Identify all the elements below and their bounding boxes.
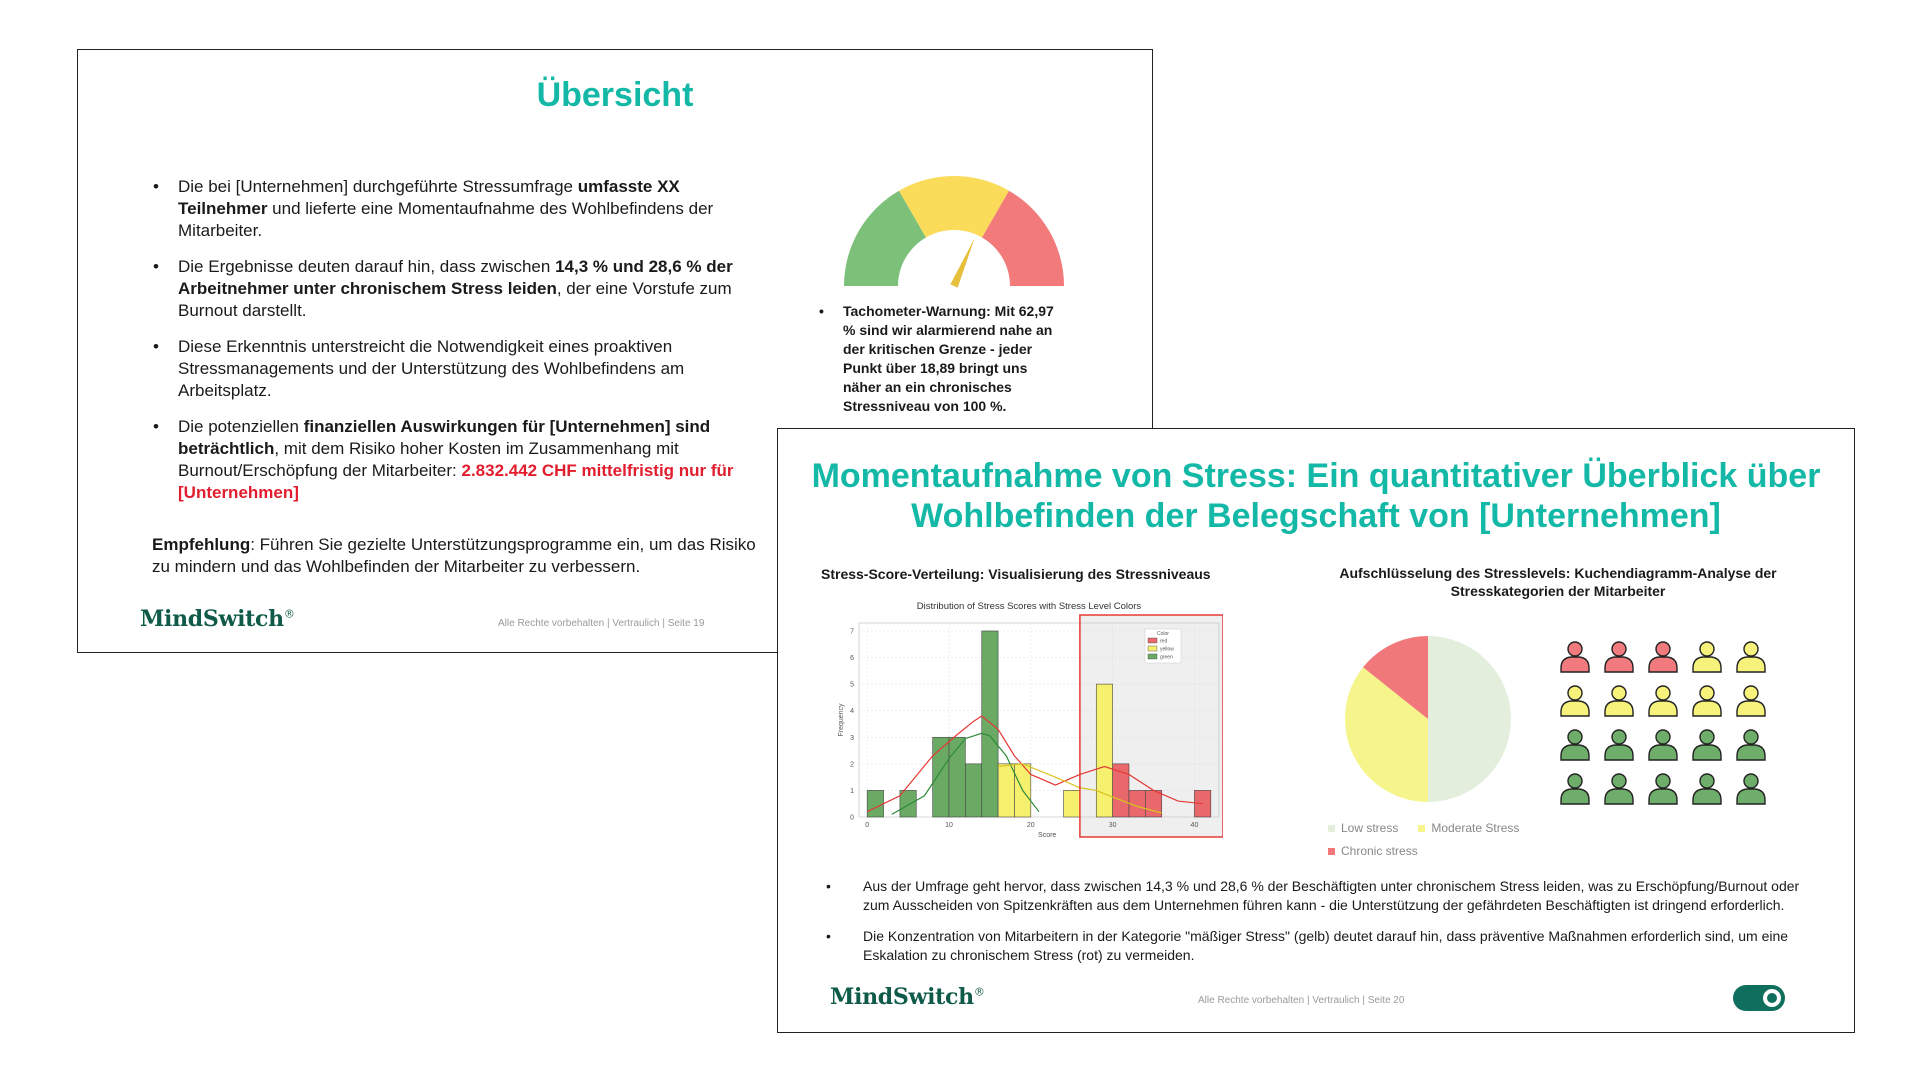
recommendation bbox=[152, 534, 762, 578]
y-tick-label: 1 bbox=[850, 787, 854, 795]
y-tick-label: 5 bbox=[850, 681, 854, 689]
pie-legend-item bbox=[1328, 817, 1398, 840]
person-body bbox=[1649, 789, 1677, 804]
bullet-run: Die potenziellen bbox=[178, 417, 304, 436]
person-icon bbox=[1561, 686, 1589, 716]
bullet-run: , der eine Vorstufe zum Burnout darstellt. bbox=[178, 279, 732, 320]
person-icon bbox=[1693, 686, 1721, 716]
legend-title: Color bbox=[1157, 631, 1169, 637]
y-tick-label: 2 bbox=[850, 761, 854, 769]
person-head bbox=[1612, 686, 1626, 700]
stress-pie-chart bbox=[1338, 629, 1518, 809]
slide-stress-snapshot bbox=[777, 428, 1855, 1033]
person-icon bbox=[1649, 774, 1677, 804]
person-icon bbox=[1561, 774, 1589, 804]
recommendation-label: Empfehlung bbox=[152, 535, 251, 554]
histogram-bar bbox=[867, 790, 883, 817]
overview-bullet bbox=[152, 336, 762, 402]
person-icon bbox=[1561, 730, 1589, 760]
y-tick-label: 0 bbox=[850, 814, 854, 822]
person-body bbox=[1605, 745, 1633, 760]
stress-gauge bbox=[838, 174, 1070, 292]
gauge-needle bbox=[950, 238, 974, 287]
person-icon bbox=[1649, 686, 1677, 716]
person-head bbox=[1656, 730, 1670, 744]
histogram-bar bbox=[1194, 790, 1210, 817]
person-icon bbox=[1605, 642, 1633, 672]
legend-label: Moderate Stress bbox=[1431, 821, 1520, 835]
mindswitch-logo bbox=[140, 606, 295, 632]
gauge-warning-text: • Tachometer-Warnung: Mit 62,97 % sind wir alarmierend nahe an der kritischen Grenze - jeder Punkt über 18,89 bringt uns näher an ein chronisches Stressniveau von 100 %. bbox=[818, 302, 1068, 416]
person-body bbox=[1561, 701, 1589, 716]
person-icon bbox=[1561, 642, 1589, 672]
x-tick-label: 30 bbox=[1108, 822, 1117, 829]
person-head bbox=[1656, 774, 1670, 788]
bullet-run: umfasste XX Teilnehmer bbox=[178, 177, 680, 218]
person-body bbox=[1649, 657, 1677, 672]
footer: Alle Rechte vorbehalten | Vertraulich | Seite 19 bbox=[498, 618, 705, 629]
x-tick-label: 10 bbox=[945, 822, 953, 829]
y-tick-label: 6 bbox=[850, 655, 854, 663]
histogram-bar bbox=[965, 764, 981, 817]
person-icon bbox=[1605, 686, 1633, 716]
findings-body bbox=[825, 877, 1805, 977]
overview-bullet bbox=[152, 176, 762, 242]
person-body bbox=[1561, 657, 1589, 672]
slide-title: Übersicht bbox=[536, 76, 694, 114]
person-body bbox=[1605, 789, 1633, 804]
person-head bbox=[1744, 730, 1758, 744]
person-head bbox=[1744, 642, 1758, 656]
person-body bbox=[1737, 657, 1765, 672]
pie-legend-item bbox=[1418, 817, 1519, 840]
person-icon bbox=[1737, 774, 1765, 804]
footer: Alle Rechte vorbehalten | Vertraulich | Seite 20 bbox=[1198, 995, 1405, 1006]
person-head bbox=[1656, 642, 1670, 656]
histogram-bar bbox=[1064, 790, 1080, 817]
logo-text: MindSwitch bbox=[140, 606, 284, 632]
person-icon bbox=[1649, 642, 1677, 672]
histogram-title: Stress-Score-Verteilung: Visualisierung des Stressniveaus bbox=[821, 566, 1211, 582]
person-icon bbox=[1693, 774, 1721, 804]
person-head bbox=[1568, 642, 1582, 656]
overview-body bbox=[152, 176, 762, 578]
person-body bbox=[1561, 789, 1589, 804]
person-body bbox=[1693, 701, 1721, 716]
bullet-list bbox=[152, 176, 762, 504]
histogram-bar bbox=[1096, 684, 1112, 817]
histogram-bar bbox=[982, 631, 998, 817]
legend-swatch bbox=[1418, 825, 1425, 832]
toggle-switch[interactable] bbox=[1733, 985, 1785, 1011]
person-body bbox=[1693, 745, 1721, 760]
bullet-run: , mit dem Risiko hoher Kosten im Zusammenhang mit Burnout/Erschöpfung der Mitarbeiter: bbox=[178, 439, 679, 480]
person-head bbox=[1656, 686, 1670, 700]
logo-text: MindSwitch bbox=[830, 984, 974, 1010]
pie-slice bbox=[1428, 636, 1511, 802]
x-tick-label: 20 bbox=[1026, 822, 1035, 829]
bullet-run: 14,3 % und 28,6 % der Arbeitnehmer unter chronischem Stress leiden bbox=[178, 257, 733, 298]
person-head bbox=[1612, 642, 1626, 656]
logo-mark: ® bbox=[283, 607, 295, 621]
person-icon bbox=[1737, 730, 1765, 760]
legend-label: red bbox=[1160, 638, 1168, 645]
person-body bbox=[1737, 789, 1765, 804]
person-icon bbox=[1693, 730, 1721, 760]
finding-bullet: • Aus der Umfrage geht hervor, dass zwischen 14,3 % und 28,6 % der Beschäftigten unter chronischem Stress leiden, was zu Erschöpfung/Burnout oder zum Ausscheiden von Spitzenkräften aus dem Unternehmen führen kann - die Unterstützung der gefährdeten Beschäftigten ist dringend erforderlich. bbox=[825, 877, 1805, 915]
legend-swatch bbox=[1148, 646, 1157, 651]
legend-swatch bbox=[1148, 638, 1157, 643]
pie-title: Aufschlüsselung des Stresslevels: Kuchendiagramm-Analyse der Stresskategorien der Mitarbeiter bbox=[1339, 565, 1777, 599]
person-head bbox=[1744, 774, 1758, 788]
person-head bbox=[1700, 686, 1714, 700]
bullet-run: 2.832.442 CHF mittelfristig nur für [Unternehmen] bbox=[178, 461, 734, 502]
pie-legend bbox=[1328, 817, 1578, 863]
bullet-run: finanziellen Auswirkungen für [Unternehmen] sind beträchtlich bbox=[178, 417, 711, 458]
person-body bbox=[1737, 701, 1765, 716]
histogram-bar bbox=[998, 764, 1014, 817]
person-body bbox=[1561, 745, 1589, 760]
person-body bbox=[1737, 745, 1765, 760]
person-icon bbox=[1737, 686, 1765, 716]
finding-bullet: • Die Konzentration von Mitarbeitern in der Kategorie "mäßiger Stress" (gelb) deutet darauf hin, dass präventive Maßnahmen erforderlich sind, um eine Eskalation zu chronischem Stress (rot) zu vermeiden. bbox=[825, 927, 1805, 965]
legend-swatch bbox=[1328, 825, 1335, 832]
x-tick-label: 40 bbox=[1190, 822, 1199, 829]
x-axis-label: Score bbox=[1038, 832, 1057, 839]
person-icon bbox=[1693, 642, 1721, 672]
y-axis-label: Frequency bbox=[838, 703, 845, 737]
person-icon bbox=[1605, 730, 1633, 760]
slide-title: Momentaufnahme von Stress: Ein quantitativer Überblick über Wohlbefinden der Belegschaft von [Unternehmen] bbox=[811, 457, 1821, 535]
person-body bbox=[1605, 657, 1633, 672]
overview-bullet bbox=[152, 416, 762, 504]
person-head bbox=[1568, 774, 1582, 788]
person-head bbox=[1612, 774, 1626, 788]
logo-mark: ® bbox=[973, 985, 985, 999]
histogram-chart-title: Distribution of Stress Scores with Stress Level Colors bbox=[916, 601, 1142, 612]
x-tick-label: 0 bbox=[865, 822, 870, 829]
pie-legend-item bbox=[1328, 840, 1418, 863]
person-head bbox=[1568, 686, 1582, 700]
legend-label: yellow bbox=[1160, 646, 1174, 653]
person-icon bbox=[1737, 642, 1765, 672]
person-head bbox=[1612, 730, 1626, 744]
legend-label: Low stress bbox=[1341, 821, 1399, 835]
recommendation-text: : Führen Sie gezielte Unterstützungsprogramme ein, um das Risiko zu mindern und das Wohlbefinden der Mitarbeiter zu verbessern. bbox=[152, 535, 756, 576]
person-body bbox=[1693, 789, 1721, 804]
mindswitch-logo bbox=[830, 984, 985, 1010]
y-tick-label: 3 bbox=[850, 734, 854, 742]
bullet-run: Diese Erkenntnis unterstreicht die Notwendigkeit eines proaktiven Stressmanagements und der Unterstützung des Wohlbefindens am Arbeitsplatz. bbox=[178, 337, 685, 400]
person-head bbox=[1700, 730, 1714, 744]
person-head bbox=[1568, 730, 1582, 744]
legend-label: Chronic stress bbox=[1341, 844, 1418, 858]
legend-label: green bbox=[1160, 654, 1173, 661]
bullet-run: Die Ergebnisse deuten darauf hin, dass zwischen bbox=[178, 257, 556, 276]
gauge-warning bbox=[818, 302, 1068, 416]
person-head bbox=[1744, 686, 1758, 700]
toggle-knob[interactable] bbox=[1763, 989, 1781, 1007]
legend-swatch bbox=[1148, 654, 1157, 659]
histogram-bar bbox=[1145, 790, 1161, 817]
histogram-bar bbox=[900, 790, 916, 817]
bullet-run: Die bei [Unternehmen] durchgeführte Stressumfrage bbox=[178, 177, 578, 196]
y-tick-label: 4 bbox=[850, 708, 854, 716]
person-head bbox=[1700, 774, 1714, 788]
person-body bbox=[1649, 701, 1677, 716]
employee-icon-grid bbox=[1553, 636, 1793, 806]
legend-swatch bbox=[1328, 848, 1335, 855]
person-icon bbox=[1649, 730, 1677, 760]
person-body bbox=[1693, 657, 1721, 672]
person-body bbox=[1649, 745, 1677, 760]
person-icon bbox=[1605, 774, 1633, 804]
person-head bbox=[1700, 642, 1714, 656]
overview-bullet bbox=[152, 256, 762, 322]
stress-histogram bbox=[823, 587, 1223, 842]
bullet-run: und lieferte eine Momentaufnahme des Wohlbefindens der Mitarbeiter. bbox=[178, 199, 714, 240]
person-body bbox=[1605, 701, 1633, 716]
y-tick-label: 7 bbox=[850, 628, 854, 636]
